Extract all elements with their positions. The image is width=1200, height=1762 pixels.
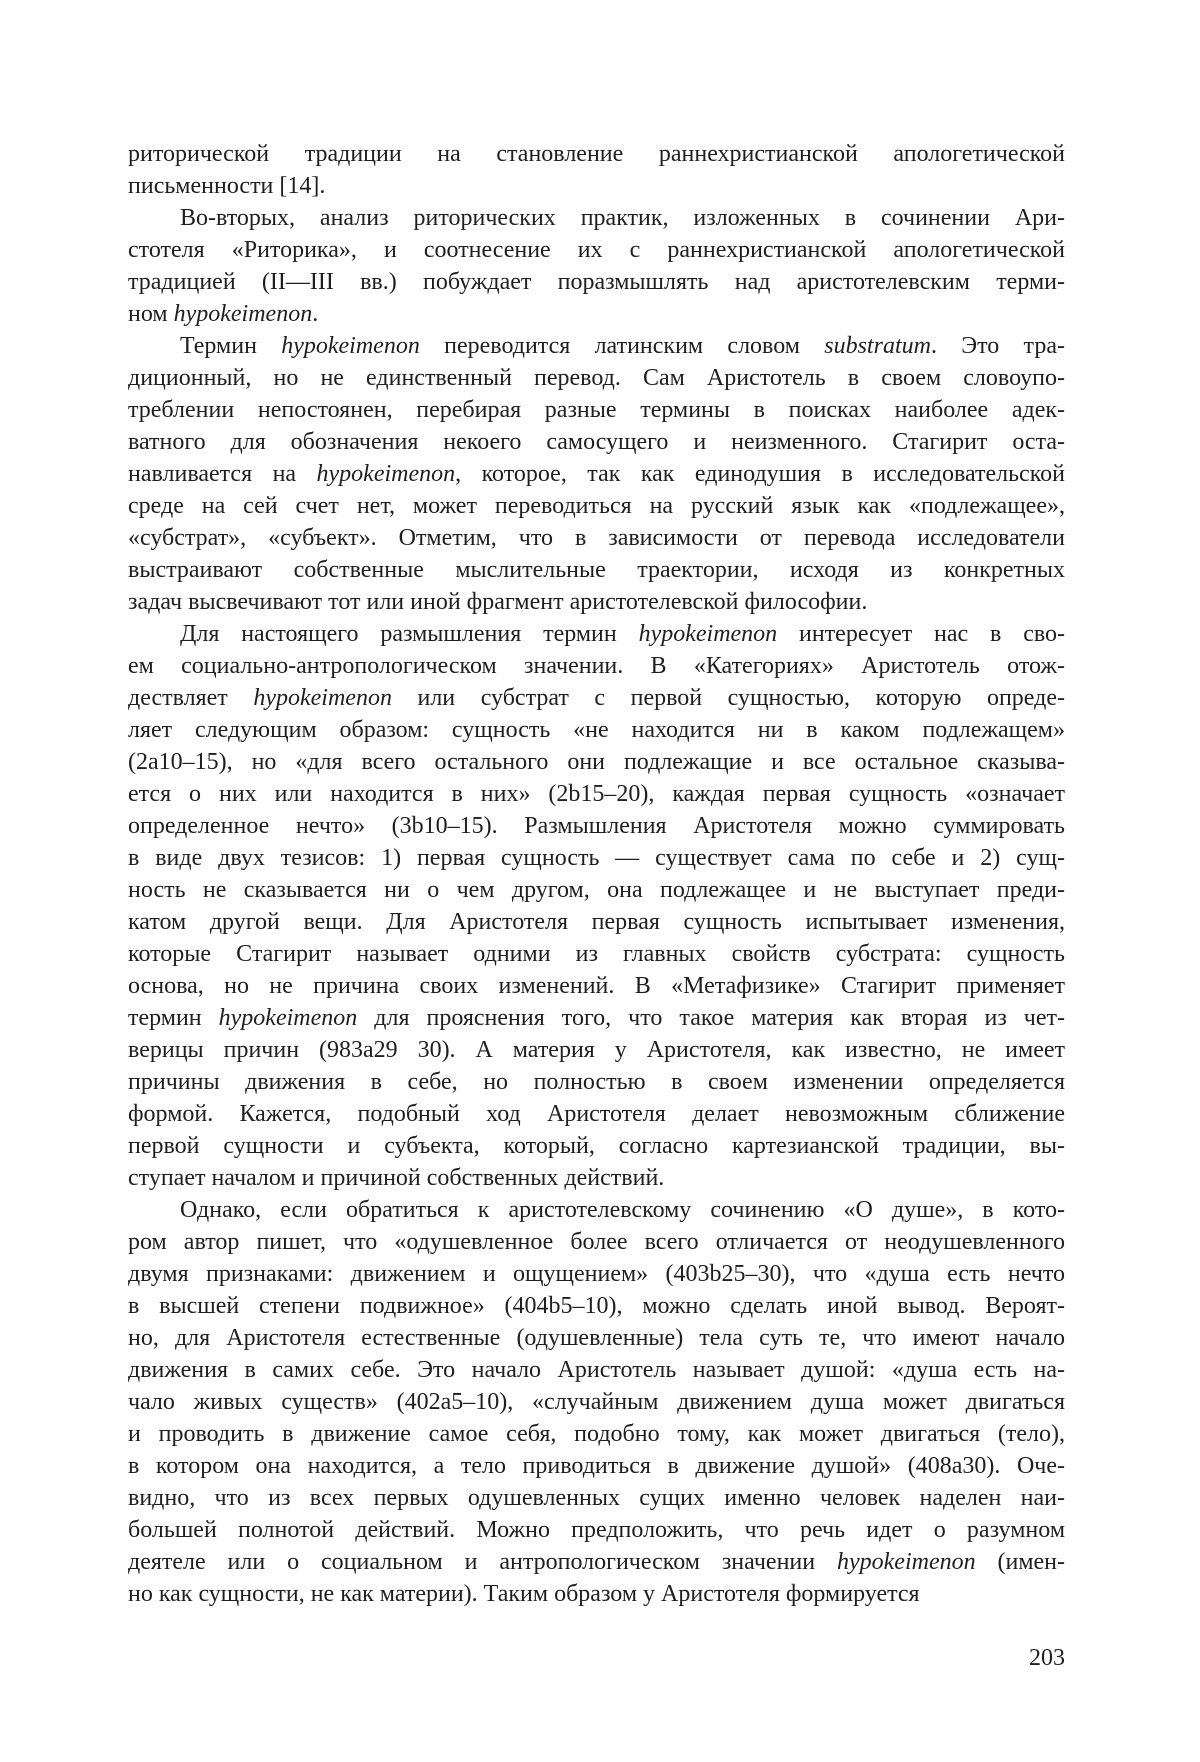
text-line: [128, 138, 1065, 170]
text-run: катом другой вещи. Для Аристотеля первая сущность испытывает изменения,: [128, 909, 1065, 935]
text-run: письменности [14].: [128, 173, 326, 199]
text-run: навливается на: [128, 461, 317, 487]
text-run: термин: [128, 1005, 219, 1031]
text-run: в высшей степени подвижное» (404b5–10), можно сделать иной вывод. Вероят-: [128, 1293, 1065, 1319]
text-line: [128, 554, 1065, 586]
text-run: , которое, так как единодушия в исследовательской: [455, 461, 1065, 487]
text-run: дествляет: [128, 685, 254, 711]
text-line: [128, 906, 1065, 938]
text-run: ром автор пишет, что «одушевленное более всего отличается от неодушевленного: [128, 1229, 1065, 1255]
text-line: [128, 490, 1065, 522]
italic-term: hypokeimenon: [281, 333, 420, 359]
text-line: [128, 1514, 1065, 1546]
text-line: [128, 650, 1065, 682]
text-line: [128, 1546, 1065, 1578]
text-run: среде на сей счет нет, может переводиться на русский язык как «подлежащее»,: [128, 493, 1065, 519]
text-run: «субстрат», «субъект». Отметим, что в зависимости от перевода исследователи: [128, 525, 1065, 551]
text-run: интересует нас в сво-: [777, 621, 1065, 647]
text-run: задач высвечивают тот или иной фрагмент аристотелевской философии.: [128, 589, 868, 615]
text-line: [128, 1034, 1065, 1066]
text-run: в виде двух тезисов: 1) первая сущность — существует сама по себе и 2) сущ-: [128, 845, 1065, 871]
text-line: [128, 330, 1065, 362]
italic-term: hypokeimenon: [638, 621, 778, 647]
text-line: [128, 1162, 1065, 1194]
text-run: которые Стагирит называет одними из главных свойств субстрата: сущность: [128, 941, 1065, 967]
text-line: [128, 1354, 1065, 1386]
text-run: движения в самих себе. Это начало Аристотель называет душой: «душа есть на-: [128, 1357, 1065, 1383]
text-line: [128, 362, 1065, 394]
text-run: ется о них или находится в них» (2b15–20), каждая первая сущность «означает: [128, 781, 1065, 807]
text-run: первой сущности и субъекта, который, согласно картезианской традиции, вы-: [128, 1133, 1065, 1159]
text-line: [128, 234, 1065, 266]
text-run: (имен-: [975, 1549, 1065, 1575]
text-run: двумя признаками: движением и ощущением» (403b25–30), что «душа есть нечто: [128, 1261, 1065, 1287]
text-line: [128, 682, 1065, 714]
text-line: [128, 842, 1065, 874]
text-line: [128, 202, 1065, 234]
text-run: . Это тра-: [930, 333, 1065, 359]
text-run: видно, что из всех первых одушевленных сущих именно человек наделен наи-: [128, 1485, 1065, 1511]
text-run: риторической традиции на становление раннехристианской апологетической: [128, 141, 1065, 167]
text-run: определенное нечто» (3b10–15). Размышления Аристотеля можно суммировать: [128, 813, 1065, 839]
text-line: [128, 1290, 1065, 1322]
text-line: [128, 714, 1065, 746]
text-run: деятеле или о социальном и антропологическом значении: [128, 1549, 837, 1575]
text-run: треблении непостоянен, перебирая разные термины в поисках наиболее адек-: [128, 397, 1065, 423]
text-line: [128, 1258, 1065, 1290]
text-line: [128, 170, 1065, 202]
text-run: чало живых существ» (402a5–10), «случайным движением душа может двигаться: [128, 1389, 1065, 1415]
text-line: [128, 1098, 1065, 1130]
text-run: стотеля «Риторика», и соотнесение их с раннехристианской апологетической: [128, 237, 1065, 263]
italic-term: hypokeimenon: [316, 461, 456, 487]
text-line: [128, 266, 1065, 298]
text-line: [128, 810, 1065, 842]
text-line: [128, 1450, 1065, 1482]
text-line: [128, 618, 1065, 650]
text-line: [128, 938, 1065, 970]
text-line: [128, 1002, 1065, 1034]
text-line: [128, 298, 1065, 330]
text-line: [128, 874, 1065, 906]
text-run: основа, но не причина своих изменений. В «Метафизике» Стагирит применяет: [128, 973, 1065, 999]
text-line: [128, 394, 1065, 426]
text-run: в котором она находится, а тело приводиться в движение душой» (408a30). Оче-: [128, 1453, 1065, 1479]
text-line: [128, 1578, 1065, 1610]
italic-term: hypokeimenon: [218, 1005, 358, 1031]
text-line: [128, 1418, 1065, 1450]
text-run: ность не сказывается ни о чем другом, она подлежащее и не выступает преди-: [128, 877, 1065, 903]
text-run: ступает началом и причиной собственных действий.: [128, 1165, 665, 1191]
text-run: ляет следующим образом: сущность «не находится ни в каком подлежащем»: [128, 717, 1065, 743]
text-run: традицией (II—III вв.) побуждает поразмышлять над аристотелевским терми-: [128, 269, 1065, 295]
text-run: Во-вторых, анализ риторических практик, изложенных в сочинении Ари-: [180, 205, 1065, 231]
text-run: выстраивают собственные мыслительные траектории, исходя из конкретных: [128, 557, 1065, 583]
text-run: (2a10–15), но «для всего остального они подлежащие и все остальное сказыва-: [128, 749, 1065, 775]
text-run: для прояснения того, что такое материя как вторая из чет-: [357, 1005, 1065, 1031]
text-run: но как сущности, не как материи). Таким образом у Аристотеля формируется: [128, 1581, 920, 1607]
text-line: [128, 778, 1065, 810]
text-line: [128, 1130, 1065, 1162]
text-run: переводится латинским словом: [419, 333, 825, 359]
page-number: 203: [1029, 1645, 1065, 1671]
text-run: ем социально-антропологическом значении. В «Категориях» Аристотель отож-: [128, 653, 1065, 679]
italic-term: hypokeimenon: [173, 301, 313, 327]
text-run: формой. Кажется, подобный ход Аристотеля делает невозможным сближение: [128, 1101, 1065, 1127]
text-line: [128, 522, 1065, 554]
text-run: ном: [128, 301, 174, 327]
text-run: Термин: [180, 333, 282, 359]
text-line: [128, 586, 1065, 618]
text-line: [128, 426, 1065, 458]
text-run: но, для Аристотеля естественные (одушевленные) тела суть те, что имеют начало: [128, 1325, 1065, 1351]
text-run: или субстрат с первой сущностью, которую опреде-: [391, 685, 1065, 711]
text-run: и проводить в движение самое себя, подобно тому, как может двигаться (тело),: [128, 1421, 1065, 1447]
text-line: [128, 1482, 1065, 1514]
text-line: [128, 1226, 1065, 1258]
text-run: Для настоящего размышления термин: [180, 621, 639, 647]
text-run: .: [312, 301, 319, 327]
text-run: диционный, но не единственный перевод. Сам Аристотель в своем словоупо-: [128, 365, 1065, 391]
italic-term: substratum: [824, 333, 931, 359]
text-line: [128, 746, 1065, 778]
text-run: Однако, если обратиться к аристотелевскому сочинению «О душе», в кото-: [180, 1197, 1065, 1223]
text-run: большей полнотой действий. Можно предположить, что речь идет о разумном: [128, 1517, 1065, 1543]
text-line: [128, 970, 1065, 1002]
text-run: ватного для обозначения некоего самосущего и неизменного. Стагирит оста-: [128, 429, 1065, 455]
italic-term: hypokeimenon: [836, 1549, 976, 1575]
text-line: [128, 1386, 1065, 1418]
text-line: [128, 1322, 1065, 1354]
text-line: [128, 458, 1065, 490]
text-line: [128, 1194, 1065, 1226]
body-text: [128, 138, 1065, 1610]
text-run: верицы причин (983a29 30). А материя у Аристотеля, как известно, не имеет: [128, 1037, 1065, 1063]
italic-term: hypokeimenon: [253, 685, 392, 711]
text-line: [128, 1066, 1065, 1098]
text-run: причины движения в себе, но полностью в своем изменении определяется: [128, 1069, 1065, 1095]
